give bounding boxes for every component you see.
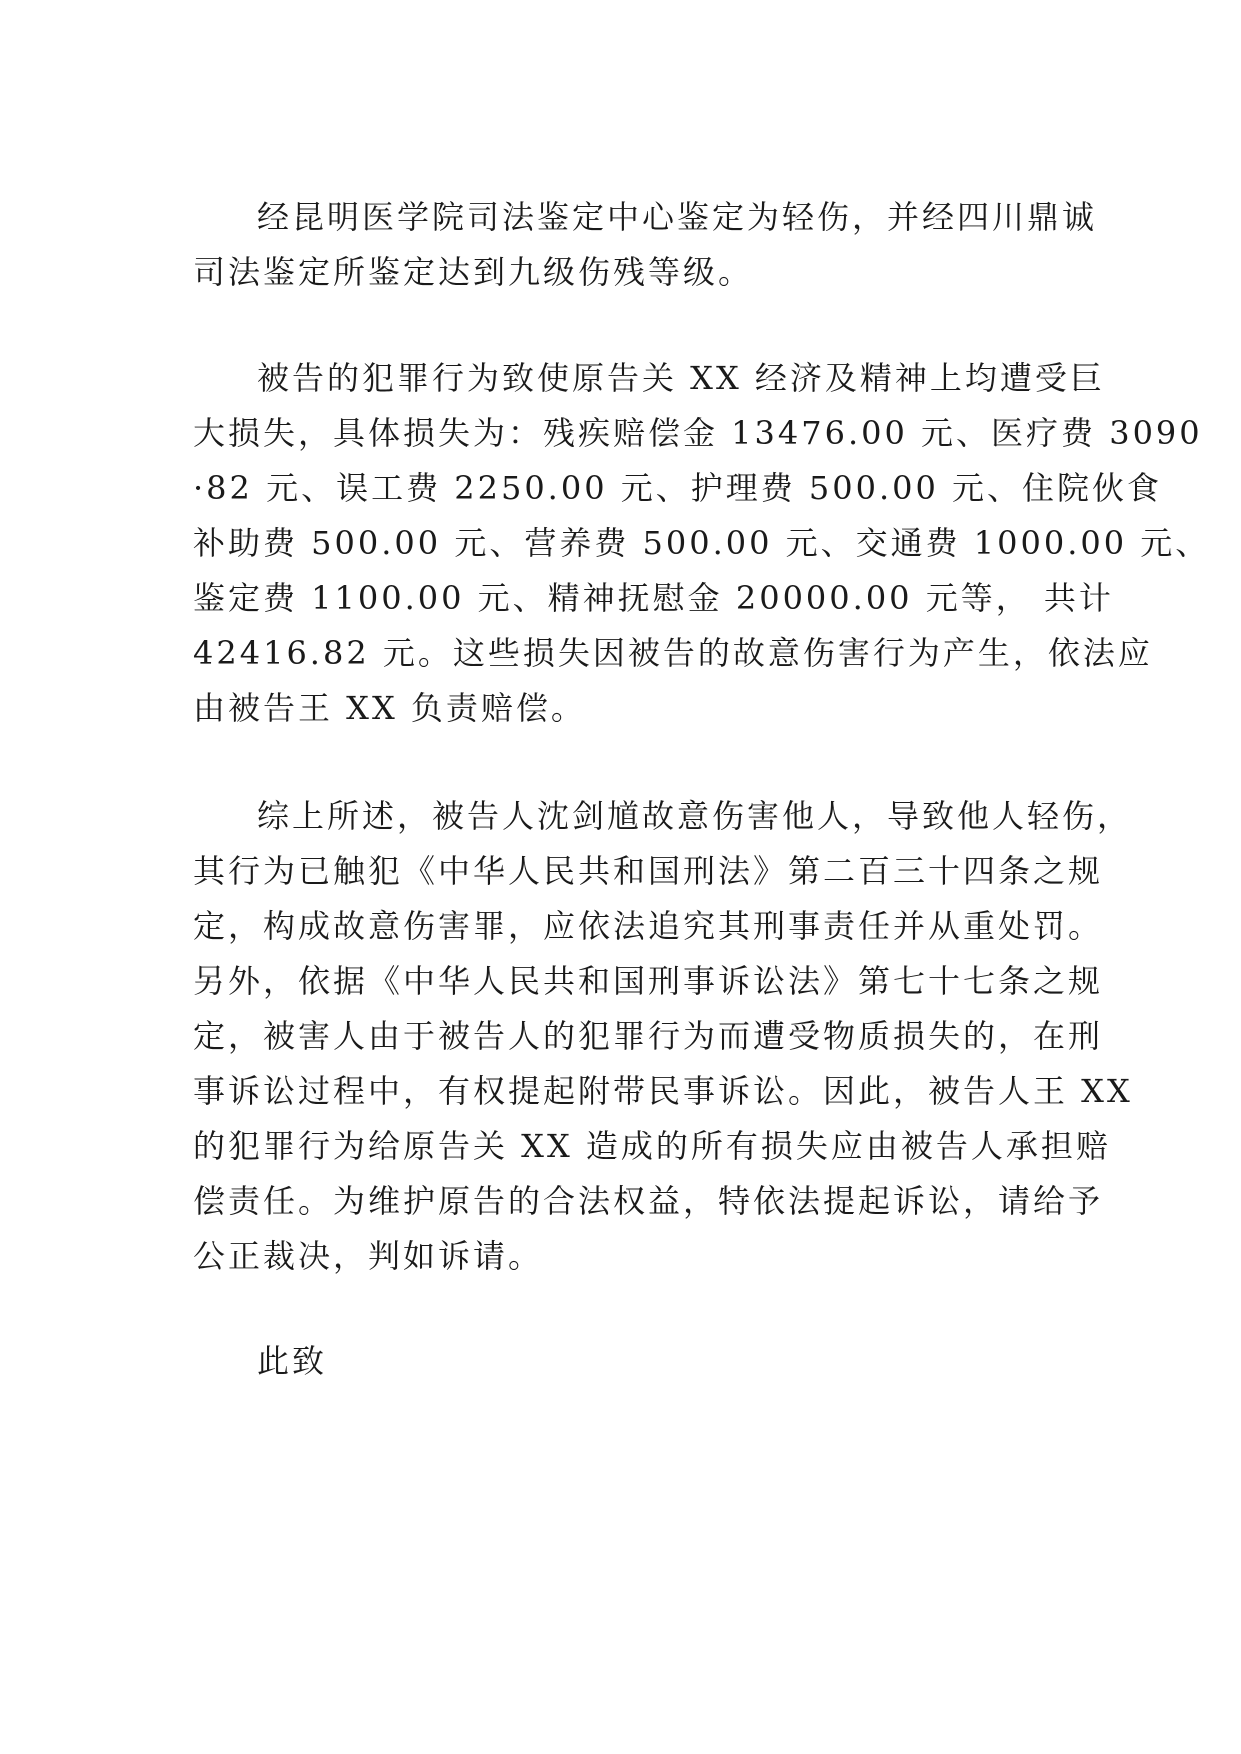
losses-line-6: 42416.82 元。这些损失因被告的故意伤害行为产生，依法应 xyxy=(193,634,1153,672)
losses-line-2: 大损失，具体损失为：残疾赔偿金 13476.00 元、医疗费 3090 xyxy=(193,414,1203,452)
conclusion-line-8: 偿责任。为维护原告的合法权益，特依法提起诉讼，请给予 xyxy=(193,1182,1104,1220)
conclusion-line-1: 综上所述，被告人沈剑馗故意伤害他人，导致他人轻伤， xyxy=(257,797,1133,835)
conclusion-line-4: 另外，依据《中华人民共和国刑事诉讼法》第七十七条之规 xyxy=(193,962,1104,1000)
losses-line-3: ·82 元、误工费 2250.00 元、护理费 500.00 元、住院伙食 xyxy=(193,469,1163,507)
conclusion-line-7: 的犯罪行为给原告关 XX 造成的所有损失应由被告人承担赔 xyxy=(193,1127,1111,1165)
conclusion-line-9: 公正裁决，判如诉请。 xyxy=(193,1237,544,1275)
conclusion-line-5: 定，被害人由于被告人的犯罪行为而遭受物质损失的，在刑 xyxy=(193,1017,1104,1055)
losses-line-1: 被告的犯罪行为致使原告关 XX 经济及精神上均遭受巨 xyxy=(257,359,1105,397)
appraisal-line-2: 司法鉴定所鉴定达到九级伤残等级。 xyxy=(193,253,754,291)
conclusion-line-6: 事诉讼过程中，有权提起附带民事诉讼。因此，被告人王 XX xyxy=(193,1072,1133,1110)
losses-line-7: 由被告王 XX 负责赔偿。 xyxy=(193,689,586,727)
conclusion-line-3: 定，构成故意伤害罪，应依法追究其刑事责任并从重处罚。 xyxy=(193,907,1104,945)
losses-line-5: 鉴定费 1100.00 元、精神抚慰金 20000.00 元等， 共计 xyxy=(193,579,1114,617)
appraisal-line-1: 经昆明医学院司法鉴定中心鉴定为轻伤，并经四川鼎诚 xyxy=(257,198,1098,236)
closing-line: 此致 xyxy=(257,1342,328,1380)
losses-line-4: 补助费 500.00 元、营养费 500.00 元、交通费 1000.00 元、 xyxy=(193,524,1211,562)
conclusion-line-2: 其行为已触犯《中华人民共和国刑法》第二百三十四条之规 xyxy=(193,852,1104,890)
